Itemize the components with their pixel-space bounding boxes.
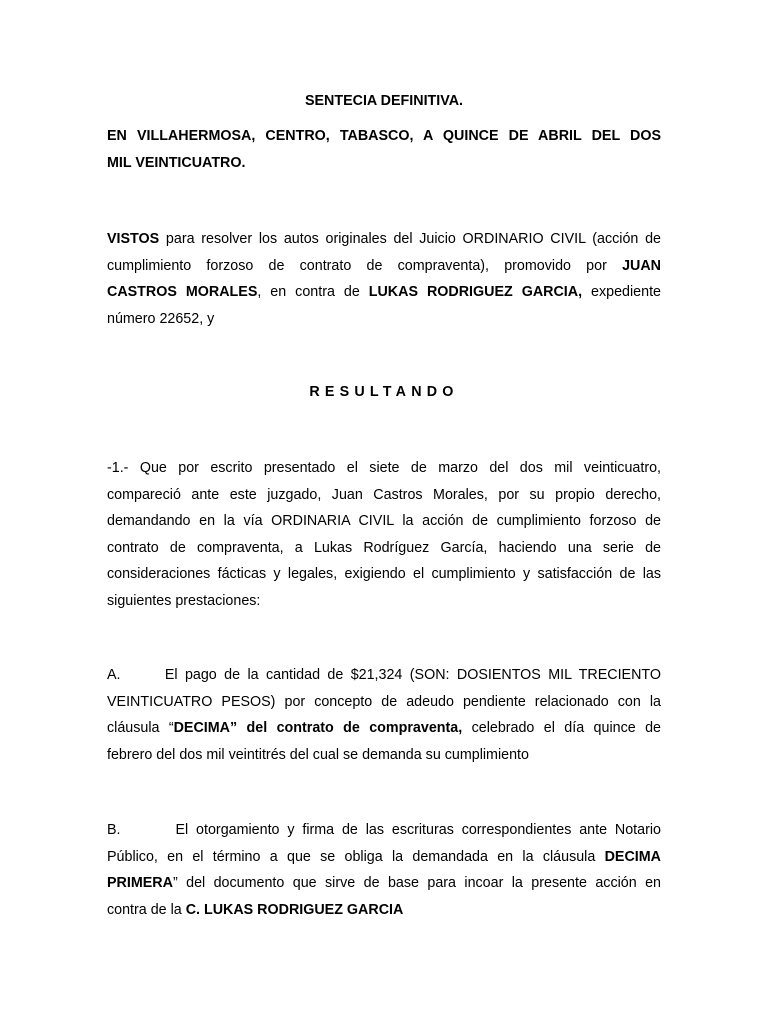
item-a-line-4: febrero del dos mil veintitrés del cual se demanda su cumplimiento	[107, 746, 529, 763]
resultando-1-line-1: -1.- Que por escrito presentado el siete de marzo del dos mil veinticuatro,	[107, 460, 661, 476]
plaintiff-name-part-1: JUAN	[622, 257, 661, 274]
item-b-paragraph	[107, 817, 661, 923]
resultando-heading: RESULTANDO	[309, 384, 459, 400]
vistos-line-3	[107, 279, 661, 306]
resultando-1-line-2: compareció ante este juzgado, Juan Castros Morales, por su propio derecho,	[107, 486, 661, 503]
plaintiff-name-part-2: CASTROS MORALES	[107, 284, 258, 300]
clause-decima-primera-part-2: PRIMERA	[107, 875, 173, 891]
item-b-line-1: B. El otorgamiento y firma de las escrituras correspondientes ante Notario	[107, 822, 661, 838]
item-a-line-3-text-2: celebrado el día quince de	[462, 720, 661, 736]
resultando-1-line-6: siguientes prestaciones:	[107, 592, 261, 609]
vistos-keyword: VISTOS	[107, 231, 160, 247]
item-a-line-2: VEINTICUATRO PESOS) por concepto de adeudo pendiente relacionado con la	[107, 693, 661, 710]
place-date-line-1: EN VILLAHERMOSA, CENTRO, TABASCO, A QUINCE DE ABRIL DEL DOS	[107, 128, 661, 144]
vistos-line-3-text-1: , en contra de	[257, 284, 369, 300]
item-b-line-4	[107, 897, 661, 924]
document-title: SENTECIA DEFINITIVA.	[304, 93, 464, 109]
vistos-line-2	[107, 253, 661, 280]
item-a-line-3-text-1: cláusula “	[107, 720, 174, 736]
item-a-paragraph	[107, 662, 661, 768]
resultando-1-line-5: consideraciones fácticas y legales, exigiendo el cumplimiento y satisfacción de las	[107, 566, 661, 582]
item-b-line-3	[107, 870, 661, 897]
clause-decima-reference: DECIMA” del contrato de compraventa,	[173, 720, 463, 736]
item-a-line-1: A. El pago de la cantidad de $21,324 (SON: DOSIENTOS MIL TRECIENTO	[107, 667, 661, 683]
item-a-line-3	[107, 715, 661, 742]
vistos-line-1-text: para resolver los autos originales del Juicio ORDINARIO CIVIL (acción de	[159, 231, 661, 247]
resultando-1-line-4: contrato de compraventa, a Lukas Rodríguez García, haciendo una serie de	[107, 539, 661, 556]
defendant-name: LUKAS RODRIGUEZ GARCIA,	[368, 284, 583, 300]
clause-decima-primera-part-1: DECIMA	[604, 848, 661, 865]
place-date-paragraph	[107, 123, 661, 176]
vistos-line-1	[107, 226, 661, 253]
item-b-line-2-text: Público, en el término a que se obliga la demandada en la cláusula	[107, 848, 605, 865]
resultando-1-line-3: demandando en la vía ORDINARIA CIVIL la acción de cumplimiento forzoso de	[107, 513, 661, 529]
item-b-line-4-text: contra de la	[107, 901, 186, 918]
item-b-line-3-text: ” del documento que sirve de base para incoar la presente acción en	[172, 875, 661, 891]
vistos-line-4: número 22652, y	[107, 310, 215, 327]
place-date-line-2: MIL VEINTICUATRO.	[107, 154, 246, 171]
vistos-line-2-text: cumplimiento forzoso de contrato de compraventa), promovido por	[107, 257, 623, 274]
item-b-line-2	[107, 844, 661, 871]
vistos-line-3-text-2: expediente	[582, 284, 661, 300]
defendant-name-citation: C. LUKAS RODRIGUEZ GARCIA	[185, 901, 404, 918]
vistos-paragraph	[107, 226, 661, 332]
resultando-1-paragraph	[107, 455, 661, 614]
